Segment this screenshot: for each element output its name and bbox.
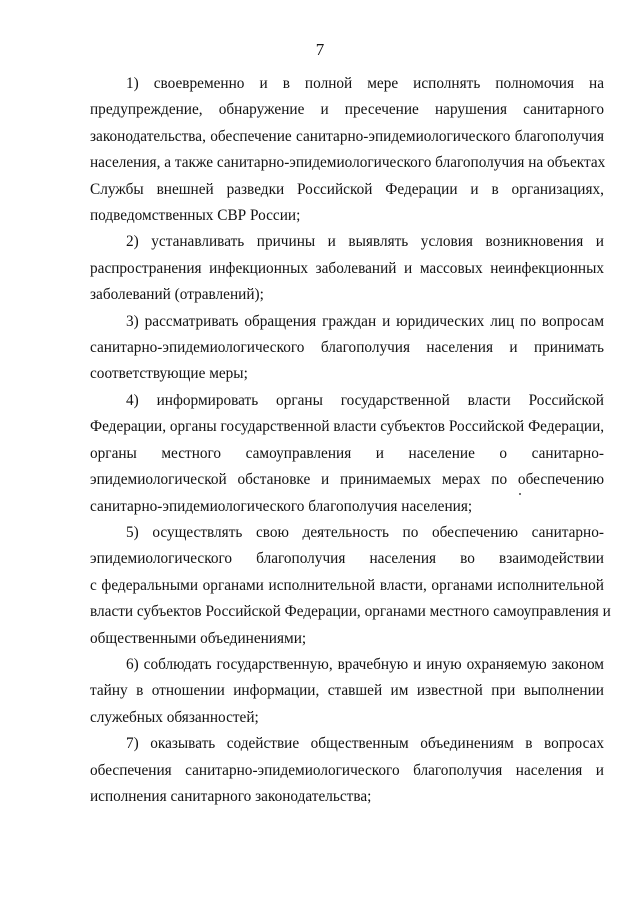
text-line: соответствующие меры; — [90, 365, 248, 383]
text-line: обеспечения санитарно-эпидемиологического благополучия населения и — [90, 761, 604, 779]
document-body — [90, 71, 611, 810]
text-line: 5) осуществлять свою деятельность по обеспечению санитарно- — [126, 523, 604, 541]
text-line: эпидемиологической обстановке и принимаемых мерах по обеспечению — [90, 471, 604, 489]
text-line: санитарно-эпидемиологического благополучия населения; — [90, 497, 473, 515]
page-number: 7 — [315, 40, 325, 59]
text-line: Федерации, органы государственной власти субъектов Российской Федерации, — [90, 418, 605, 436]
text-line: санитарно-эпидемиологического благополучия населения и принимать — [90, 339, 604, 357]
text-line: органы местного самоуправления и население о санитарно- — [90, 444, 604, 462]
text-line: служебных обязанностей; — [90, 708, 259, 726]
paragraph-3 — [90, 309, 604, 388]
text-line: тайну в отношении информации, ставшей им известной при выполнении — [90, 682, 604, 700]
text-line: 3) рассматривать обращения граждан и юридических лиц по вопросам — [126, 312, 604, 330]
paragraph-7 — [90, 731, 604, 810]
text-line: распространения инфекционных заболеваний и массовых неинфекционных — [90, 259, 604, 277]
text-line: 4) информировать органы государственной власти Российской — [126, 391, 604, 409]
paragraph-2 — [90, 229, 604, 308]
text-line: 2) устанавливать причины и выявлять условия возникновения и — [126, 233, 604, 251]
scan-speck — [519, 493, 521, 495]
paragraph-5 — [90, 520, 611, 652]
text-line: населения, а также санитарно-эпидемиологического благополучия на объектах — [90, 154, 606, 172]
text-line: 7) оказывать содействие общественным объединениям в вопросах — [126, 735, 604, 753]
text-line: 1) своевременно и в полной мере исполнять полномочия на — [126, 75, 604, 92]
text-line: общественными объединениями; — [90, 629, 307, 647]
text-line: с федеральными органами исполнительной власти, органами исполнительной — [90, 576, 604, 594]
text-line: исполнения санитарного законодательства; — [90, 787, 372, 805]
paragraph-4 — [90, 388, 604, 520]
text-line: подведомственных СВР России; — [90, 207, 301, 225]
paragraph-1 — [90, 71, 604, 229]
text-line: заболеваний (отравлений); — [90, 286, 264, 304]
text-line: 6) соблюдать государственную, врачебную и иную охраняемую законом — [126, 655, 604, 673]
paragraph-6 — [90, 652, 604, 731]
text-line: эпидемиологического благополучия населения во взаимодействии — [90, 550, 604, 568]
text-line: предупреждение, обнаружение и пресечение нарушения санитарного — [90, 101, 604, 119]
text-line: законодательства, обеспечение санитарно-эпидемиологического благополучия — [90, 127, 604, 145]
text-line: Службы внешней разведки Российской Федерации и в организациях, — [90, 180, 604, 198]
text-line: власти субъектов Российской Федерации, органами местного самоуправления и — [90, 603, 611, 621]
